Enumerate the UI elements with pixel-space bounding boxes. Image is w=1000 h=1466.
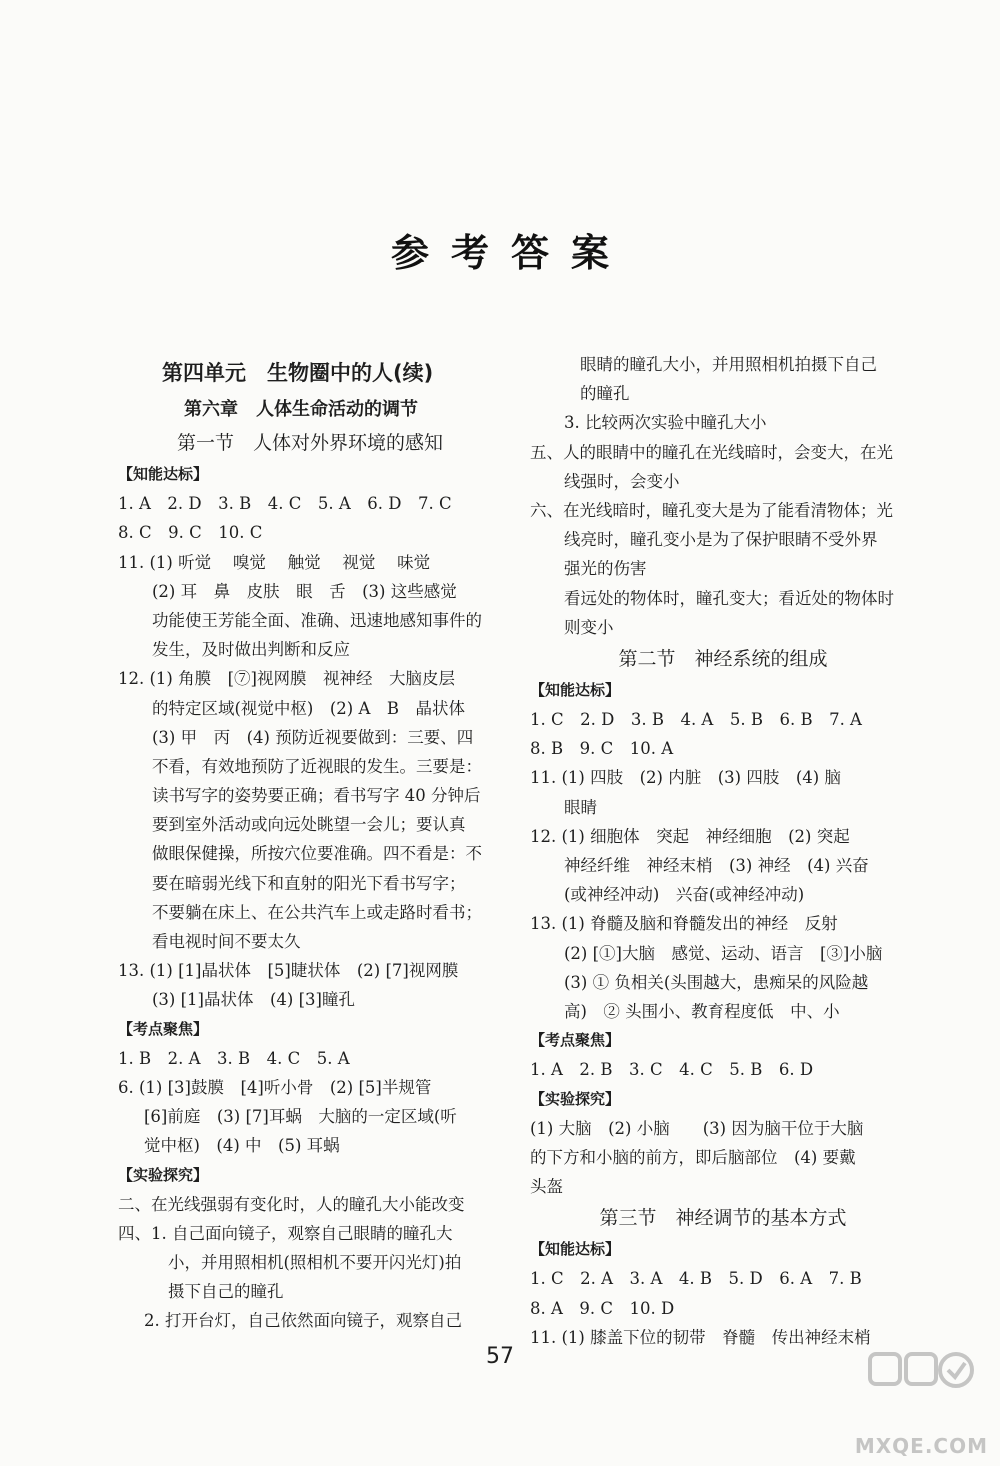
right-column xyxy=(530,350,916,1352)
answer-line: 眼睛的瞳孔大小，并用照相机拍摄下自己 xyxy=(580,355,877,374)
answer-line: 高) ② 头围小、教育程度低 中、小 xyxy=(564,1001,840,1021)
answer-line: 二、在光线强弱有变化时，人的瞳孔大小能改变 xyxy=(118,1194,465,1214)
answer-line: 1. C 2. D 3. B 4. A 5. B 6. B 7. A xyxy=(530,710,862,730)
answer-line: 要到室外活动或向远处眺望一会儿；要认真 xyxy=(152,815,466,835)
section-heading: 第一节 人体对外界环境的感知 xyxy=(176,432,443,454)
section-heading: 第二节 神经系统的组成 xyxy=(618,647,828,670)
category-tag: 【考点聚焦】 xyxy=(530,1031,621,1050)
right-answer-lines xyxy=(530,350,916,1352)
answer-line: 8. A 9. C 10. D xyxy=(530,1298,675,1318)
answer-line: 的瞳孔 xyxy=(580,384,630,404)
left-column xyxy=(118,350,502,1336)
answer-line: (1) 大脑 (2) 小脑 (3) 因为脑干位于大脑 xyxy=(530,1118,864,1138)
answer-line: 的下方和小脑的前方，即后脑部位 (4) 要戴 xyxy=(530,1147,856,1167)
answer-line: 四、1. 自己面向镜子，观察自己眼睛的瞳孔大 xyxy=(118,1223,453,1243)
answer-line: 头盔 xyxy=(530,1177,563,1197)
answer-line: (3) 甲 丙 (4) 预防近视要做到：三要、四 xyxy=(152,727,474,747)
answer-line: 13. (1) 脊髓及脑和脊髓发出的神经 反射 xyxy=(530,914,838,934)
answer-line: 强光的伤害 xyxy=(564,559,647,579)
answer-line: 1. A 2. B 3. C 4. C 5. B 6. D xyxy=(530,1060,814,1080)
answer-line: 8. C 9. C 10. C xyxy=(118,523,263,543)
answer-line: 六、在光线暗时，瞳孔变大是为了能看清物体；光 xyxy=(530,500,893,520)
category-tag: 【知能达标】 xyxy=(118,465,209,483)
answer-line: (2) [①]大脑 感觉、运动、语言 [③]小脑 xyxy=(564,943,883,963)
answer-line: 3. 比较两次实验中瞳孔大小 xyxy=(564,413,767,433)
chapter-heading: 第六章 人体生命活动的调节 xyxy=(184,399,418,420)
answer-line: 11. (1) 四肢 (2) 内脏 (3) 四肢 (4) 脑 xyxy=(530,768,841,788)
answer-line: 功能使王芳能全面、准确、迅速地感知事件的 xyxy=(152,610,482,630)
left-answer-lines xyxy=(118,426,502,1336)
page-number: 57 xyxy=(486,1344,514,1369)
answer-line: 1. A 2. D 3. B 4. C 5. A 6. D 7. C xyxy=(118,494,452,514)
answer-line: (或神经冲动) 兴奋(或神经冲动) xyxy=(564,885,805,905)
answer-line: (3) ① 负相关(头围越大，患痴呆的风险越 xyxy=(564,972,869,992)
answer-line: 1. C 2. A 3. A 4. B 5. D 6. A 7. B xyxy=(530,1269,862,1289)
answer-stamp-icon xyxy=(866,1348,976,1418)
answer-line: 眼睛 xyxy=(564,797,597,817)
answer-line: 发生，及时做出判断和反应 xyxy=(152,640,350,660)
category-tag: 【知能达标】 xyxy=(530,1240,621,1259)
answer-line: 小，并用照相机(照相机不要开闪光灯)拍 xyxy=(168,1253,462,1273)
answer-line: 12. (1) 细胞体 突起 神经细胞 (2) 突起 xyxy=(530,826,850,846)
answer-line: 看远处的物体时，瞳孔变大；看近处的物体时 xyxy=(564,588,894,608)
answer-line: 13. (1) [1]晶状体 [5]睫状体 (2) [7]视网膜 xyxy=(118,961,459,981)
answer-line: 11. (1) 听觉 嗅觉 触觉 视觉 味觉 xyxy=(118,552,431,572)
category-tag: 【考点聚焦】 xyxy=(118,1019,209,1038)
answer-line: 读书写字的姿势要正确；看书写字 40 分钟后 xyxy=(152,786,481,806)
category-tag: 【实验探究】 xyxy=(530,1089,621,1108)
answer-line: 看电视时间不要太久 xyxy=(152,932,301,951)
answer-line: 2. 打开台灯，自己依然面向镜子，观察自己 xyxy=(144,1311,462,1331)
category-tag: 【知能达标】 xyxy=(530,680,621,699)
section-heading: 第三节 神经调节的基本方式 xyxy=(599,1207,847,1230)
answer-line: 则变小 xyxy=(564,617,614,637)
answer-line: (3) [1]晶状体 (4) [3]瞳孔 xyxy=(152,990,355,1010)
unit-heading: 第四单元 生物圈中的人(续) xyxy=(162,361,434,385)
answer-line: 8. B 9. C 10. A xyxy=(530,739,674,759)
category-tag: 【实验探究】 xyxy=(118,1165,209,1184)
answer-line: 1. B 2. A 3. B 4. C 5. A xyxy=(118,1048,350,1068)
answer-line: 神经纤维 神经末梢 (3) 神经 (4) 兴奋 xyxy=(564,856,869,875)
answer-line: (2) 耳 鼻 皮肤 眼 舌 (3) 这些感觉 xyxy=(152,581,457,601)
answer-line: 要在暗弱光线下和直射的阳光下看书写字； xyxy=(152,873,466,893)
watermark xyxy=(848,1348,988,1458)
answer-line: 12. (1) 角膜 [⑦]视网膜 视神经 大脑皮层 xyxy=(118,669,455,689)
answer-line: 11. (1) 膝盖下位的韧带 脊髓 传出神经末梢 xyxy=(530,1327,871,1347)
answer-line: 6. (1) [3]鼓膜 [4]听小骨 (2) [5]半规管 xyxy=(118,1077,432,1097)
answer-line: 做眼保健操，所按穴位要准确。四不看是：不 xyxy=(152,844,482,864)
answer-line: 不看，有效地预防了近视眼的发生。三要是： xyxy=(152,756,482,776)
answer-line: 线强时，会变小 xyxy=(564,471,680,491)
answer-line: 线亮时，瞳孔变小是为了保护眼睛不受外界 xyxy=(564,530,878,550)
watermark-text: MXQE.COM xyxy=(854,1434,988,1458)
answer-line: 的特定区域(视觉中枢) (2) A B 晶状体 xyxy=(152,698,466,718)
answer-line: [6]前庭 (3) [7]耳蜗 大脑的一定区域(听 xyxy=(144,1107,457,1127)
answer-line: 五、人的眼睛中的瞳孔在光线暗时，会变大，在光 xyxy=(530,442,893,462)
page-title: 参考答案 xyxy=(390,231,631,275)
answer-line: 摄下自己的瞳孔 xyxy=(168,1282,284,1302)
answer-line: 觉中枢) (4) 中 (5) 耳蜗 xyxy=(144,1136,340,1156)
answer-line: 不要躺在床上、在公共汽车上或走路时看书； xyxy=(152,902,482,922)
